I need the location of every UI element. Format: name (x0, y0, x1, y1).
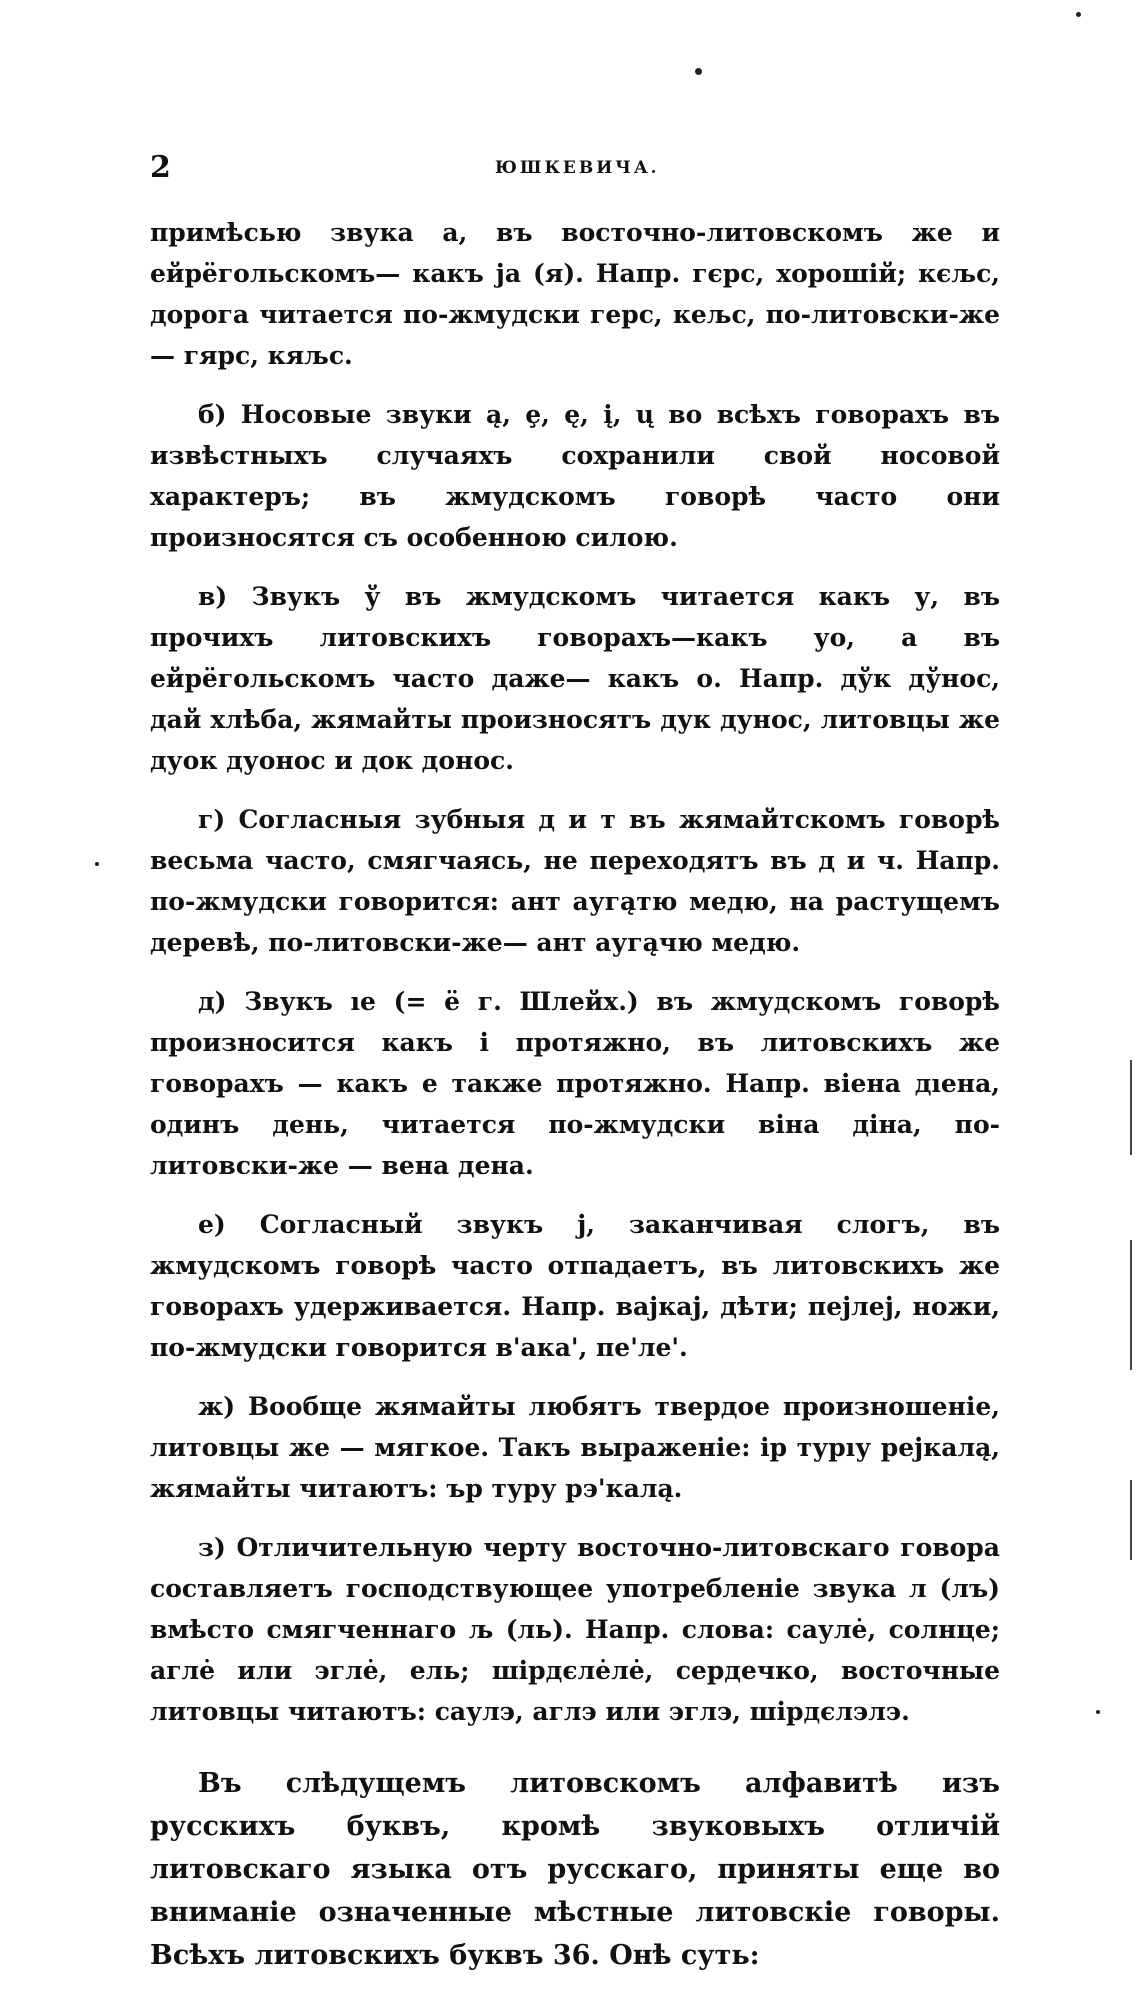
paragraph-z-eastern-dialect: з) Отличительную черту восточно-литовскаго говора составляетъ господствующее употребленіе звука л (лъ) вмѣсто смягченнаго љ (ль). Напр. слова: саулė, солнце; аглė или эглė, ель; шірдєлėлė, сердечко, восточные литовцы читаютъ: саулэ, аглэ или эглэ, шірдєлэлэ. (150, 1533, 1000, 1726)
paragraph-d-sound-ie: д) Звукъ ıе (= ё г. Шлейх.) въ жмудскомъ говорѣ произносится какъ і протяжно, въ литовскихъ же говорахъ — какъ е также протяжно. Напр. віена дıена, одинъ день, читается по-жмудски віна діна, по-литовски-же — вена дена. (150, 987, 1000, 1180)
paragraph-v-sound-u: в) Звукъ ў въ жмудскомъ читается какъ у, въ прочихъ литовскихъ говорахъ—какъ уо, а въ ейрёгольскомъ часто даже— какъ о. Напр. дўк дўнос, дай хлѣба, жямайты произносятъ дук дунос, литовцы же дуок дуонос и док донос. (150, 582, 1000, 775)
paragraph-e-sound-j: е) Согласный звукъ ј, заканчивая слогъ, въ жмудскомъ говорѣ часто отпадаетъ, въ литовскихъ же говорахъ удерживается. Напр. вајкај, дѣти; пејлеј, ножи, по-жмудски говорится в'ака', пе'ле'. (150, 1210, 1000, 1362)
page-number: 2 (150, 150, 171, 185)
scan-edge-line (1130, 1240, 1132, 1370)
running-head: ЮШКЕВИЧА. (495, 158, 660, 178)
scan-speck (695, 68, 702, 75)
page-header (150, 150, 1000, 190)
scan-speck (1096, 1710, 1100, 1714)
scan-speck (95, 862, 99, 866)
scan-edge-line (1130, 1480, 1132, 1560)
paragraph-g-dental-consonants: г) Согласныя зубныя д и т въ жямайтскомъ говорѣ весьма часто, смягчаясь, не переходятъ въ д и ч. Напр. по-жмудски говорится: ант аугąтю медю, на растущемъ деревѣ, по-литовски-же— ант аугąчю медю. (150, 805, 1000, 957)
page-body (150, 212, 1000, 1995)
scan-speck (1076, 12, 1081, 17)
paragraph-continuation: примѣсью звука а, въ восточно-литовскомъ же и ейрёгольскомъ— какъ ја (я). Напр. гєрс, хорошій; кєљс, дорога читается по-жмудски герс, кељс, по-литовски-же — гярс, кяљс. (150, 218, 1000, 370)
paragraph-zh-pronunciation: ж) Вообще жямайты любятъ твердое произношеніе, литовцы же — мягкое. Такъ выраженіе: ір турıу рејкалą, жямайты читаютъ: ър туру рэ'калą. (150, 1392, 1000, 1503)
paragraph-b-nasal-sounds: б) Носовые звуки ą, ȩ, ę, į, ų во всѣхъ говорахъ въ извѣстныхъ случаяхъ сохранили свой носовой характеръ; въ жмудскомъ говорѣ часто они произносятся съ особенною силою. (150, 400, 1000, 552)
scan-edge-line (1130, 1060, 1132, 1155)
paragraph-alphabet-intro: Въ слѣдущемъ литовскомъ алфавитѣ изъ русскихъ буквъ, кромѣ звуковыхъ отличій литовскаго языка отъ русскаго, приняты еще во вниманіе означенные мѣстные литовскіе говоры. Всѣхъ литовскихъ буквъ 36. Онѣ суть: (150, 1768, 1000, 1971)
